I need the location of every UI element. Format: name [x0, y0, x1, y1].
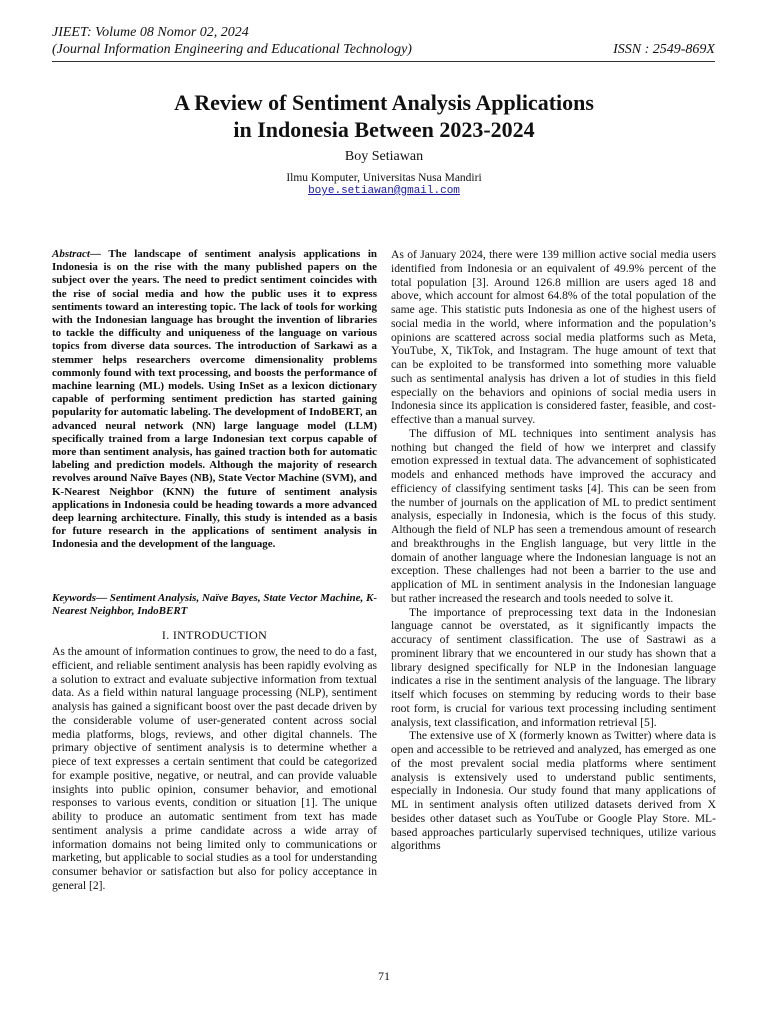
keywords: [52, 592, 377, 618]
intro-paragraph-3: The diffusion of ML techniques into sentiment analysis has nothing but changed the field of how we interpret and classify emotion expressed in textual data. The advancement of sophisticated models and enhanced methods have improved the accuracy and efficiency of classifying sentiment tasks [4]. This can be seen from the number of journals on the application of ML to predict sentiment analysis, especially in Indonesia, which is the focus of this study. Although the field of NLP has seen a tremendous amount of research and breakthroughs in the English language, but very little in the domain of another language where the Indonesian language is not an exception. These challenges had not been a barrier to the use and application of ML in sentiment analysis in the Indonesian language but rather increased the research and tools needed to solve it.: [391, 426, 716, 605]
running-header-line2: [52, 41, 715, 58]
title-line-1: A Review of Sentiment Analysis Applications: [174, 90, 594, 115]
section-heading-introduction: I. INTRODUCTION: [161, 628, 268, 643]
intro-paragraph-4: The importance of preprocessing text data in the Indonesian language cannot be overstated, as it significantly impacts the accuracy of sentiment classification. The use of Sastrawi as a prominent library that we encountered in our study has shown that a library designed specifically for NLP in the Indonesian language indicates a rise in the sentiment analysis of the language. The library itself which focuses on stemming by reducing words to their base root form, is crucial for various text processing including sentiment analysis, text classification, and information retrieval [5].: [391, 605, 716, 729]
keywords-dash: —: [96, 591, 110, 604]
abstract: [52, 248, 377, 552]
intro-paragraph-1: As the amount of information continues to grow, the need to do a fast, efficient, and reliable sentiment analysis has been rapidly evolving as a solution to extract and evaluate subjective information from textual data. As a field within natural language processing (NLP), sentiment analysis has gained a significant boost over the past decade driven by the considerable volume of user-generated content across social media platforms, blogs, reviews, and other digital channels. The primary objective of sentiment analysis is to determine whether a piece of text expresses a certain sentiment that could be categorized for example positive, negative, or neutral, and can provide valuable insights into public opinion, consumer behavior, and emotional responses to various events, condition or situation [1]. The unique ability to produce an automatic sentiment from text has made sentiment analysis a prime candidate across a wide array of information domains not being limited only to communications or marketing, but applicable to social studies as a tool for understanding consumer behavior or satisfaction but also for policy acceptance in general [2].: [52, 645, 377, 892]
page-number: 71: [378, 969, 390, 983]
keywords-label: Keywords: [52, 591, 96, 604]
intro-paragraph-2: As of January 2024, there were 139 million active social media users identified from Indonesia or an equivalent of 49.9% percent of the total population [3]. Around 126.8 million are users aged 18 and above, which account for almost 64.8% of the total population of the same age. This statistic puts Indonesia as one of the highest users of social media in the world, where information and the population’s opinions are scattered across social media platforms such as Meta, YouTube, X, TikTok, and Instagram. The huge amount of text that can be exploited to be transformed into something more valuable such as sentimental analysis has driven a lot of studies in this field especially on the behaviors and opinions of social media users in Indonesia since its application is considered faster, feasible, and cost-effective than a manual survey.: [391, 248, 716, 426]
paper-title: [60, 89, 708, 143]
journal-volume: JIEET: Volume 08 Nomor 02, 2024: [52, 25, 249, 40]
abstract-text: The landscape of sentiment analysis applications in Indonesia is on the rise with the many published papers on the subject over the years. The need to predict sentiment coincides with the rise of social media and how the public uses it to express sentiments toward an interesting topic. The lack of tools for working with the Indonesian language has brought the invention of libraries to tackle the difficulty and uniqueness of the language on various topics from diverse data sources. The introduction of Sarkawi as a stemmer helps researchers overcome dimensionality problems commonly found with text processing, and boosts the performance of machine learning (ML) models. Using InSet as a lexicon dictionary capable of performing sentiment prediction has started gaining popularity for automatic labeling. The development of IndoBERT, an advanced neural network (NN) large language model (LLM) specifically trained from a large Indonesian text corpus capable of more than sentiment analysis, has gained traction both for automatic labeling and prediction models. Although the majority of research revolves around Naïve Bayes (NB), State Vector Machine (SVM), and K-Nearest Neighbor (KNN) the future of sentiment analysis applications in Indonesia could be heading towards a more advanced deep learning architecture. Finally, this study is intended as a basis for future research in the applications of sentiment analysis in Indonesia and the development of the language.: [52, 248, 377, 551]
author-name: Boy Setiawan: [344, 149, 424, 164]
right-column: [391, 248, 716, 853]
running-header-journal: [52, 24, 715, 41]
left-column: [52, 248, 377, 893]
abstract-label: Abstract: [52, 248, 90, 260]
keywords-text: Sentiment Analysis, Naïve Bayes, State Vector Machine, K-Nearest Neighbor, IndoBERT: [52, 591, 378, 617]
author-affiliation: Ilmu Komputer, Universitas Nusa Mandiri: [286, 172, 482, 184]
journal-full-name: (Journal Information Engineering and Educational Technology): [52, 42, 412, 57]
title-line-2: in Indonesia Between 2023-2024: [233, 117, 535, 142]
header-rule: [52, 61, 715, 62]
author-email-link[interactable]: boye.setiawan@gmail.com: [308, 185, 460, 197]
abstract-dash: —: [89, 248, 109, 260]
journal-issn: ISSN : 2549-869X: [613, 42, 715, 57]
intro-paragraph-5: The extensive use of X (formerly known as Twitter) where data is open and accessible to be retrieved and analyzed, has emerged as one of the most prevalent social media platforms where sentiment analysis is extensively used to understand public sentiments, especially in Indonesia. Our study found that many applications of ML in sentiment analysis often utilized datasets derived from X besides other dataset such as YouTube or Google Play Store. ML-based approaches particularly supervised techniques, utilize various algorithms: [391, 729, 716, 853]
